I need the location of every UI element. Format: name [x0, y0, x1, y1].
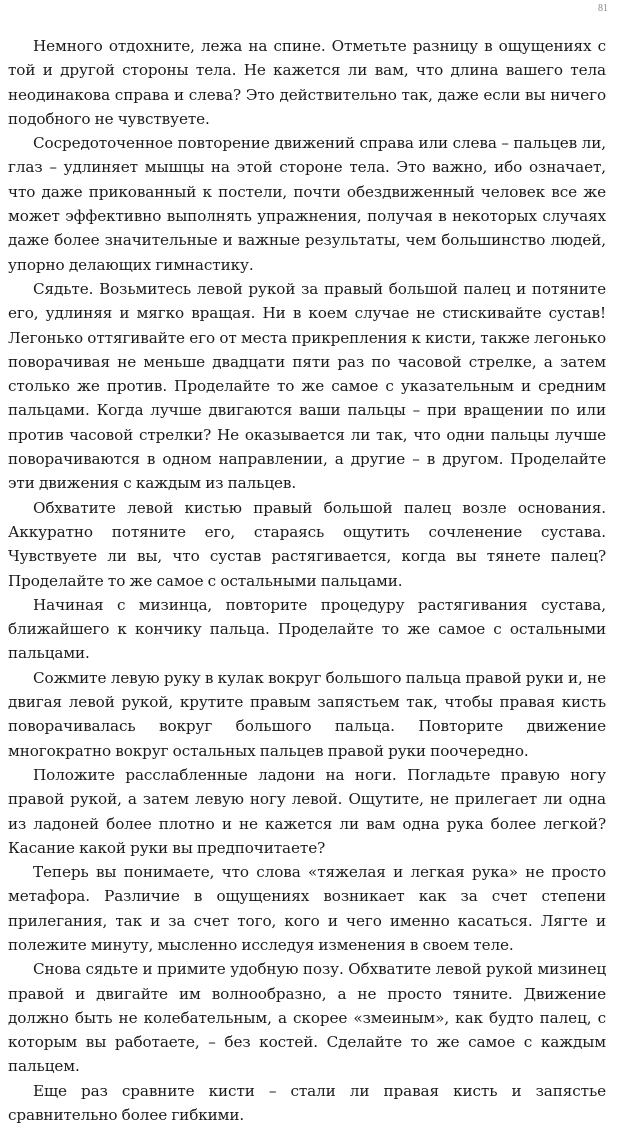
paragraph: Обхватите левой кистью правый большой палец возле основания. Аккуратно потяните его, стараясь ощутить сочленение сустава. Чувствуете ли вы, что сустав растягивается, когда вы тянете палец? Проделайте то же самое с остальными пальцами. [8, 498, 606, 590]
paragraph: Теперь вы понимаете, что слова «тяжелая и легкая рука» не просто метафора. Различие в ощущениях возникает как за счет степени прилегания, так и за счет того, кого и чего именно касаться. Лягте и полежите минуту, мысленно исследуя изменения в своем теле. [8, 863, 606, 954]
paragraph: Еще раз сравните кисти – стали ли правая кисть и запястье сравнительно более гибкими. [8, 1081, 606, 1125]
paragraph: Немного отдохните, лежа на спине. Отметьте разницу в ощущениях с той и другой стороны тела. Не кажется ли вам, что длина вашего тела неодинакова справа и слева? Это действительно так, даже если вы ничего подобного не чувствуете. [8, 37, 606, 128]
page-number: 81 [598, 3, 608, 14]
paragraph: Положите расслабленные ладони на ноги. Погладьте правую ногу правой рукой, а затем левую ногу левой. Ощутите, не прилегает ли одна из ладоней более плотно и не кажется ли вам одна рука более легкой? Касание какой руки вы предпочитаете? [8, 765, 606, 857]
paragraph: Снова сядьте и примите удобную позу. Обхватите левой рукой мизинец правой и двигайте им волнообразно, а не просто тяните. Движение должно быть не колебательным, а скорее «змеиным», как будто палец, с которым вы работаете, – без костей. Сделайте то же самое с каждым пальцем. [8, 960, 606, 1076]
paragraph: Сядьте. Возьмитесь левой рукой за правый большой палец и потяните его, удлиняя и мягко вращая. Ни в коем случае не стискивайте сустав! Легонько оттягивайте его от места прикрепления к кисти, также легонько поворачивая не меньше двадцати пяти раз по часовой стрелке, а затем столько же против. Проделайте то же самое с указательным и средним пальцами. Когда лучше двигаются ваши пальцы – при вращении по или против часовой стрелки? Не оказывается ли так, что одни пальцы лучше поворачиваются в одном направлении, а другие – в другом. Проделайте эти движения с каждым из пальцев. [8, 279, 606, 493]
paragraph: Сожмите левую руку в кулак вокруг большого пальца правой руки и, не двигая левой рукой, крутите правым запястьем так, чтобы правая кисть поворачивалась вокруг большого пальца. Повторите движение многократно вокруг остальных пальцев правой руки поочередно. [8, 668, 606, 760]
page-text [8, 34, 606, 1127]
paragraph: Сосредоточенное повторение движений справа или слева – пальцев ли, глаз – удлиняет мышцы на этой стороне тела. Это важно, ибо означает, что даже прикованный к постели, почти обездвиженный человек все же может эффективно выполнять упражнения, получая в некоторых случаях даже более значительные и важные результаты, чем большинство людей, упорно делающих гимнастику. [8, 134, 606, 274]
paragraph: Начиная с мизинца, повторите процедуру растягивания сустава, ближайшего к кончику пальца. Проделайте то же самое с остальными пальцами. [8, 595, 606, 663]
